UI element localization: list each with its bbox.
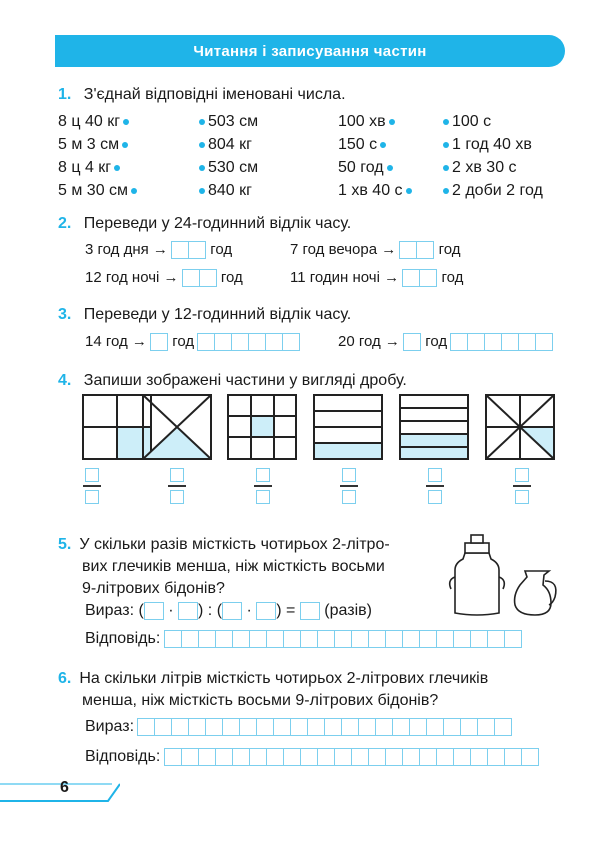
matching-item[interactable]: 5 м 30 см bbox=[58, 179, 140, 202]
unit-label: год bbox=[425, 333, 448, 350]
task3-heading bbox=[58, 306, 351, 324]
connector-dot[interactable] bbox=[199, 188, 205, 194]
figure-square-ninths bbox=[228, 395, 296, 459]
answer-cell[interactable] bbox=[404, 333, 421, 351]
fraction-input[interactable] bbox=[426, 468, 444, 504]
grid-cell[interactable] bbox=[426, 718, 444, 736]
grid-cell[interactable] bbox=[266, 630, 284, 648]
task5-number: 5. bbox=[58, 536, 72, 553]
grid-cell[interactable] bbox=[215, 748, 233, 766]
fraction-input[interactable] bbox=[340, 468, 358, 504]
section-title: Читання і записування частин bbox=[193, 42, 427, 60]
connector-dot[interactable] bbox=[199, 165, 205, 171]
answer-cells[interactable] bbox=[451, 333, 553, 351]
fraction-figures bbox=[55, 393, 565, 463]
grid-cell[interactable] bbox=[470, 630, 488, 648]
task3-number: 3. bbox=[58, 306, 72, 323]
grid-cell[interactable] bbox=[290, 718, 308, 736]
connector-dot[interactable] bbox=[443, 188, 449, 194]
answer-cell[interactable] bbox=[144, 602, 164, 620]
grid-cell[interactable] bbox=[460, 718, 478, 736]
grid-cell[interactable] bbox=[341, 718, 359, 736]
unit-label: год bbox=[172, 333, 195, 350]
unit-label: год bbox=[210, 241, 233, 258]
figure-square-quarters bbox=[83, 395, 151, 459]
expression-label: Вираз: bbox=[85, 602, 135, 620]
grid-cell[interactable] bbox=[181, 748, 199, 766]
connector-dot[interactable] bbox=[131, 188, 137, 194]
matching-item[interactable]: 8 ц 40 кг bbox=[58, 110, 140, 133]
unit-label: год bbox=[220, 269, 243, 286]
matching-item[interactable]: 100 хв bbox=[338, 110, 415, 133]
fraction-input[interactable] bbox=[83, 468, 101, 504]
connector-dot[interactable] bbox=[199, 119, 205, 125]
grid-cell[interactable] bbox=[419, 630, 437, 648]
task1-col4 bbox=[440, 110, 543, 202]
grid-cell[interactable] bbox=[392, 718, 410, 736]
matching-item[interactable]: 2 хв 30 с bbox=[440, 156, 543, 179]
answer-cells[interactable] bbox=[138, 718, 512, 736]
matching-item[interactable]: 804 кг bbox=[196, 133, 258, 156]
task1-matching bbox=[58, 110, 578, 202]
milk-can-icon bbox=[450, 535, 505, 615]
matching-item[interactable]: 100 с bbox=[440, 110, 543, 133]
task4-heading bbox=[58, 372, 407, 390]
task2-row2-right bbox=[290, 269, 463, 287]
matching-item[interactable]: 840 кг bbox=[196, 179, 258, 202]
grid-cell[interactable] bbox=[375, 718, 393, 736]
task5-line: 9-літрових бідонів? bbox=[82, 580, 225, 597]
grid-cell[interactable] bbox=[470, 748, 488, 766]
matching-item[interactable]: 503 см bbox=[196, 110, 258, 133]
grid-cell[interactable] bbox=[317, 748, 335, 766]
page-number: 6 bbox=[60, 779, 69, 796]
grid-cell[interactable] bbox=[477, 718, 495, 736]
task3-item-label: 14 год → bbox=[85, 333, 147, 350]
grid-cell[interactable] bbox=[164, 748, 182, 766]
task2-row1-left bbox=[85, 241, 232, 259]
task1-text: З'єднай відповідні іменовані числа. bbox=[83, 86, 346, 103]
fraction-answers bbox=[0, 468, 600, 518]
grid-cell[interactable] bbox=[198, 748, 216, 766]
task2-row1-right bbox=[290, 241, 461, 259]
grid-cell[interactable] bbox=[334, 748, 352, 766]
grid-cell[interactable] bbox=[300, 630, 318, 648]
grid-cell[interactable] bbox=[409, 718, 427, 736]
grid-cell[interactable] bbox=[385, 748, 403, 766]
grid-cell[interactable] bbox=[222, 718, 240, 736]
figure-square-eighths bbox=[486, 395, 554, 459]
answer-cell[interactable] bbox=[256, 602, 276, 620]
task1-col1 bbox=[58, 110, 140, 202]
answer-cells[interactable] bbox=[172, 241, 206, 259]
matching-item[interactable]: 530 см bbox=[196, 156, 258, 179]
answer-cell[interactable] bbox=[178, 602, 198, 620]
task1-col3 bbox=[338, 110, 415, 202]
task2-row2-left bbox=[85, 269, 243, 287]
answer-cells[interactable] bbox=[165, 748, 539, 766]
task6-answer bbox=[85, 748, 539, 766]
matching-item[interactable]: 1 хв 40 с bbox=[338, 179, 415, 202]
connector-dot[interactable] bbox=[114, 165, 120, 171]
task5-text-block bbox=[58, 534, 390, 600]
fraction-input[interactable] bbox=[168, 468, 186, 504]
task2-item-label: 7 год вечора → bbox=[290, 241, 397, 258]
connector-dot[interactable] bbox=[387, 165, 393, 171]
answer-cell[interactable] bbox=[222, 602, 242, 620]
matching-item[interactable]: 1 год 40 хв bbox=[440, 133, 543, 156]
matching-item[interactable]: 5 м 3 см bbox=[58, 133, 140, 156]
connector-dot[interactable] bbox=[123, 119, 129, 125]
grid-cell[interactable] bbox=[368, 748, 386, 766]
fraction-input[interactable] bbox=[254, 468, 272, 504]
grid-cell[interactable] bbox=[436, 748, 454, 766]
unit-label: год bbox=[441, 269, 464, 286]
expression-label: Вираз: bbox=[85, 718, 135, 736]
task5-expression: Вираз: ( · ) : ( · ) = (разів) bbox=[85, 602, 372, 620]
answer-label: Відповідь: bbox=[85, 630, 161, 648]
task1-heading bbox=[58, 86, 346, 104]
grid-cell[interactable] bbox=[453, 748, 471, 766]
grid-cell[interactable] bbox=[273, 718, 291, 736]
grid-cell[interactable] bbox=[351, 630, 369, 648]
answer-cells[interactable] bbox=[400, 241, 434, 259]
grid-cell[interactable] bbox=[215, 630, 233, 648]
task2-text: Переведи у 24-годинний відлік часу. bbox=[83, 215, 352, 232]
connector-dot[interactable] bbox=[380, 142, 386, 148]
grid-cell[interactable] bbox=[368, 630, 386, 648]
figure-square-diagonals bbox=[143, 395, 211, 459]
answer-cells[interactable] bbox=[198, 333, 300, 351]
figure-square-stripes bbox=[314, 395, 382, 459]
grid-cell[interactable] bbox=[494, 718, 512, 736]
matching-item[interactable]: 8 ц 4 кг bbox=[58, 156, 140, 179]
jug-icon bbox=[515, 571, 556, 615]
grid-cell[interactable] bbox=[504, 748, 522, 766]
grid-cell[interactable] bbox=[317, 630, 335, 648]
task5-line: вих глечиків менша, ніж місткість восьми bbox=[82, 558, 385, 575]
connector-dot[interactable] bbox=[406, 188, 412, 194]
task2-item-label: 12 год ночі → bbox=[85, 269, 179, 286]
task2-item-label: 3 год дня → bbox=[85, 241, 168, 258]
connector-dot[interactable] bbox=[443, 142, 449, 148]
grid-cell[interactable] bbox=[521, 748, 539, 766]
grid-cell[interactable] bbox=[402, 748, 420, 766]
grid-cell[interactable] bbox=[453, 630, 471, 648]
grid-cell[interactable] bbox=[358, 718, 376, 736]
grid-cell[interactable] bbox=[334, 630, 352, 648]
grid-cell[interactable] bbox=[436, 630, 454, 648]
grid-cell[interactable] bbox=[154, 718, 172, 736]
task3-row-left bbox=[85, 333, 300, 351]
grid-cell[interactable] bbox=[198, 630, 216, 648]
grid-cell[interactable] bbox=[266, 748, 284, 766]
grid-cell[interactable] bbox=[249, 630, 267, 648]
grid-cell[interactable] bbox=[487, 630, 505, 648]
grid-cell[interactable] bbox=[137, 718, 155, 736]
matching-item[interactable]: 2 доби 2 год bbox=[440, 179, 543, 202]
grid-cell[interactable] bbox=[171, 718, 189, 736]
task5-line: У скільки разів місткість чотирьох 2-літро- bbox=[79, 536, 390, 553]
grid-cell[interactable] bbox=[283, 748, 301, 766]
task6-text-block bbox=[58, 668, 488, 712]
grid-cell[interactable] bbox=[249, 748, 267, 766]
task6-expression bbox=[85, 718, 512, 736]
grid-cell[interactable] bbox=[351, 748, 369, 766]
grid-cell[interactable] bbox=[232, 748, 250, 766]
grid-cell[interactable] bbox=[324, 718, 342, 736]
task2-number: 2. bbox=[58, 215, 72, 232]
matching-item[interactable]: 150 с bbox=[338, 133, 415, 156]
connector-dot[interactable] bbox=[443, 119, 449, 125]
grid-cell[interactable] bbox=[385, 630, 403, 648]
grid-cell[interactable] bbox=[402, 630, 420, 648]
task5-answer bbox=[85, 630, 522, 648]
figure-square-fifths bbox=[400, 395, 468, 459]
answer-cells[interactable] bbox=[165, 630, 522, 648]
task3-row-right bbox=[338, 333, 553, 351]
task1-col2 bbox=[196, 110, 258, 202]
connector-dot[interactable] bbox=[389, 119, 395, 125]
task4-text: Запиши зображені частини у вигляді дробу. bbox=[83, 372, 407, 389]
grid-cell[interactable] bbox=[419, 748, 437, 766]
grid-cell[interactable] bbox=[205, 718, 223, 736]
answer-cells[interactable] bbox=[403, 269, 437, 287]
grid-cell[interactable] bbox=[307, 718, 325, 736]
section-title-banner bbox=[55, 35, 565, 67]
answer-cell[interactable] bbox=[151, 333, 168, 351]
answer-label: Відповідь: bbox=[85, 748, 161, 766]
task6-line: На скільки літрів місткість чотирьох 2-літрових глечиків bbox=[79, 670, 489, 687]
connector-dot[interactable] bbox=[122, 142, 128, 148]
matching-item[interactable]: 50 год bbox=[338, 156, 415, 179]
task6-number: 6. bbox=[58, 670, 72, 687]
grid-cell[interactable] bbox=[188, 718, 206, 736]
milk-can-and-jug-illustration bbox=[445, 525, 565, 620]
fraction-input[interactable] bbox=[513, 468, 531, 504]
task4-number: 4. bbox=[58, 372, 72, 389]
grid-cell[interactable] bbox=[504, 630, 522, 648]
answer-cells[interactable] bbox=[183, 269, 217, 287]
grid-cell[interactable] bbox=[443, 718, 461, 736]
connector-dot[interactable] bbox=[443, 165, 449, 171]
grid-cell[interactable] bbox=[300, 748, 318, 766]
task3-item-label: 20 год → bbox=[338, 333, 400, 350]
connector-dot[interactable] bbox=[199, 142, 205, 148]
task3-text: Переведи у 12-годинний відлік часу. bbox=[83, 306, 352, 323]
grid-cell[interactable] bbox=[283, 630, 301, 648]
grid-cell[interactable] bbox=[181, 630, 199, 648]
grid-cell[interactable] bbox=[164, 630, 182, 648]
answer-cell[interactable] bbox=[300, 602, 320, 620]
grid-cell[interactable] bbox=[487, 748, 505, 766]
grid-cell[interactable] bbox=[239, 718, 257, 736]
grid-cell[interactable] bbox=[256, 718, 274, 736]
task2-item-label: 11 годин ночі → bbox=[290, 269, 400, 286]
unit-label: год bbox=[438, 241, 461, 258]
task1-number: 1. bbox=[58, 86, 72, 103]
grid-cell[interactable] bbox=[232, 630, 250, 648]
task6-line: менша, ніж місткість восьми 9-літрових бідонів? bbox=[82, 692, 439, 709]
task2-heading bbox=[58, 215, 351, 233]
